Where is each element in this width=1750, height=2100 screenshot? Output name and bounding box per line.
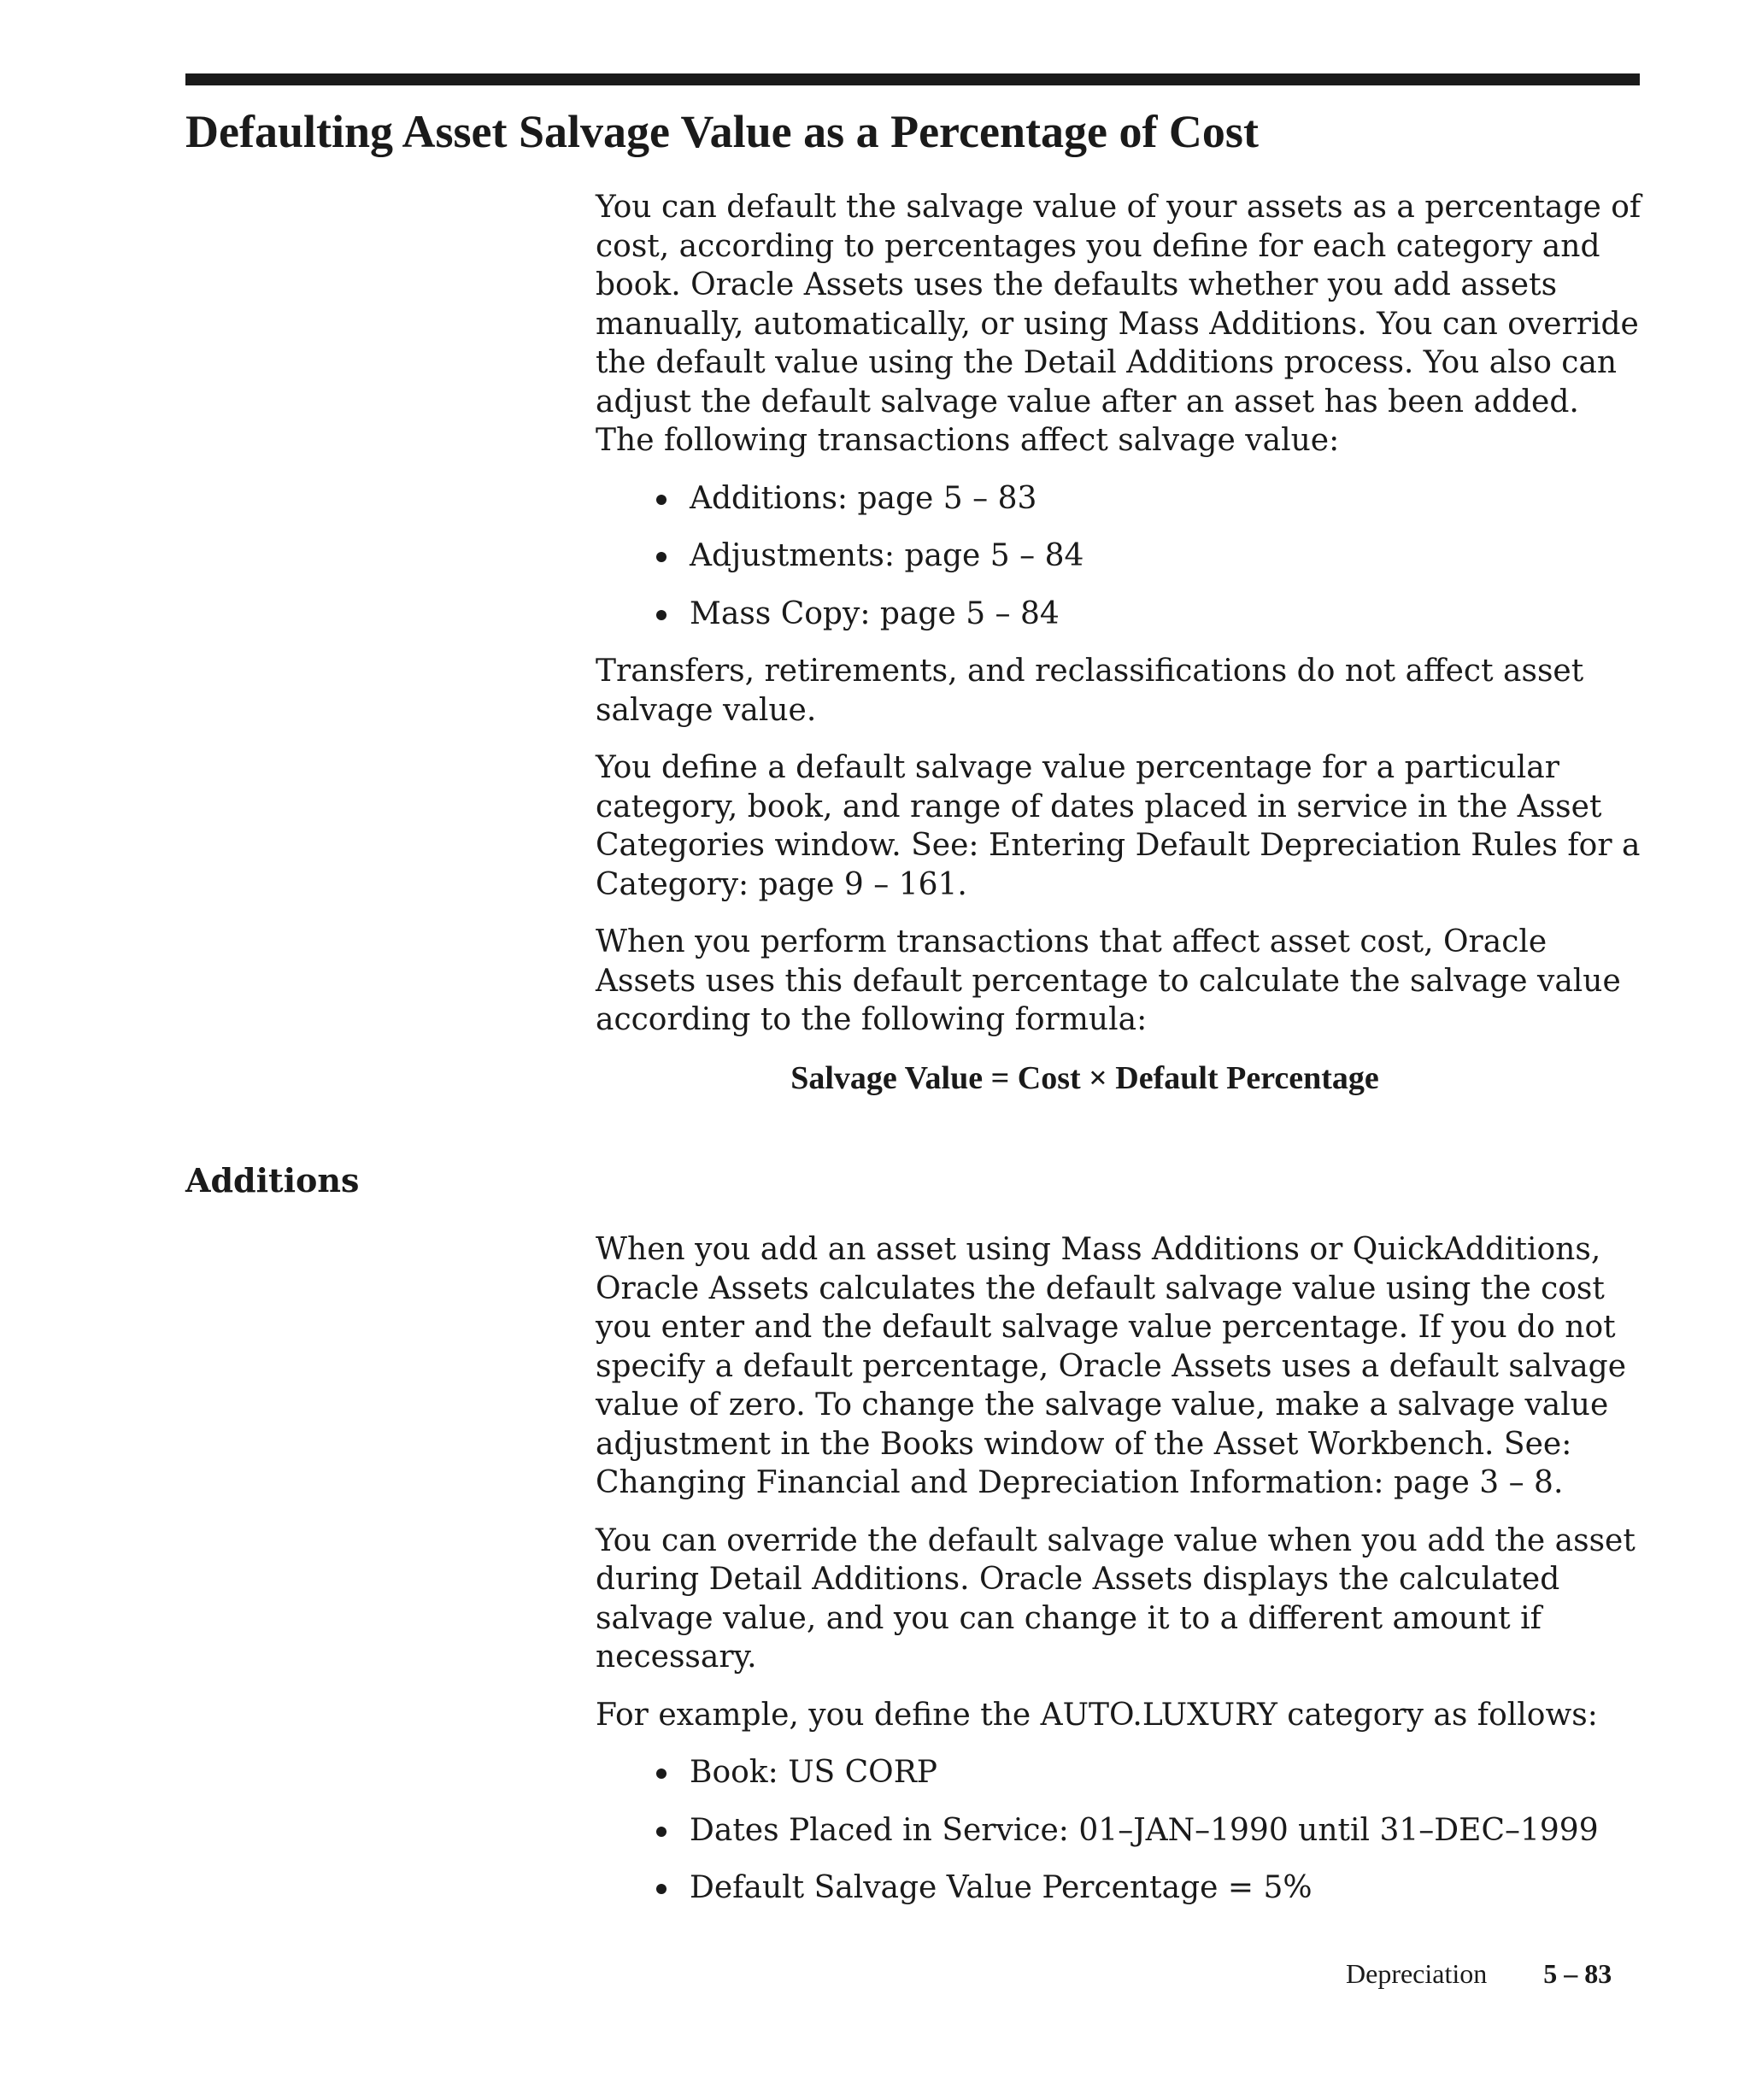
additions-section xyxy=(596,1230,1642,1927)
bullet-icon xyxy=(656,495,667,505)
footer-section-name: Depreciation xyxy=(1346,1958,1488,1989)
list-item: Adjustments: page 5 – 84 xyxy=(596,537,1642,576)
example-paragraph: For example, you define the AUTO.LUXURY category as follows: xyxy=(596,1697,1598,1733)
list-item: Book: US CORP xyxy=(596,1753,1642,1792)
transfers-paragraph: Transfers, retirements, and reclassifications do not affect asset salvage value. xyxy=(596,654,1584,728)
list-item: Dates Placed in Service: 01–JAN–1990 until 31–DEC–1999 xyxy=(596,1811,1642,1851)
footer-page-number: 5 – 83 xyxy=(1543,1958,1612,1989)
salvage-formula: Salvage Value = Cost × Default Percentage xyxy=(790,1059,1379,1096)
list-item: Additions: page 5 – 83 xyxy=(596,479,1642,519)
transaction-list xyxy=(596,479,1642,634)
page-title: Defaulting Asset Salvage Value as a Percentage of Cost xyxy=(185,106,1259,157)
bullet-icon xyxy=(656,1827,667,1837)
list-item: Mass Copy: page 5 – 84 xyxy=(596,595,1642,634)
bullet-icon xyxy=(656,610,667,620)
override-paragraph: You can override the default salvage value when you add the asset during Detail Additions. Oracle Assets displays the calculated salvage value, and you can change it to a different amount if necessary. xyxy=(596,1522,1635,1675)
bullet-icon xyxy=(656,552,667,562)
list-item: Default Salvage Value Percentage = 5% xyxy=(596,1868,1642,1908)
category-list xyxy=(596,1753,1642,1908)
formula-intro-paragraph: When you perform transactions that affect asset cost, Oracle Assets uses this default percentage to calculate the salvage value according to the following formula: xyxy=(596,924,1621,1037)
additions-paragraph: When you add an asset using Mass Additions or QuickAdditions, Oracle Assets calculates the default salvage value using the cost you enter and the default salvage value percentage. If you do not specify a default percentage, Oracle Assets uses a default salvage value of zero. To change the salvage value, make a salvage value adjustment in the Books window of the Asset Workbench. See: Changing Financial and Depreciation Information: page 3 – 8. xyxy=(596,1232,1627,1500)
bullet-icon xyxy=(656,1769,667,1779)
intro-section xyxy=(596,188,1642,1117)
bullet-icon xyxy=(656,1884,667,1894)
top-rule xyxy=(185,73,1640,85)
page-footer xyxy=(1346,1956,1612,1991)
additions-heading: Additions xyxy=(185,1161,360,1200)
define-percentage-paragraph: You define a default salvage value percentage for a particular category, book, and range of dates placed in service in the Asset Categories window. See: Entering Default Depreciation Rules for a Category: page 9 – 161. xyxy=(596,750,1641,902)
intro-paragraph: You can default the salvage value of your assets as a percentage of cost, according to percentages you define for each category and book. Oracle Assets uses the defaults whether you add assets manually, automatically, or using Mass Additions. You can override the default value using the Detail Additions process. You also can adjust the default salvage value after an asset has been added. The following transactions affect salvage value: xyxy=(596,190,1641,458)
